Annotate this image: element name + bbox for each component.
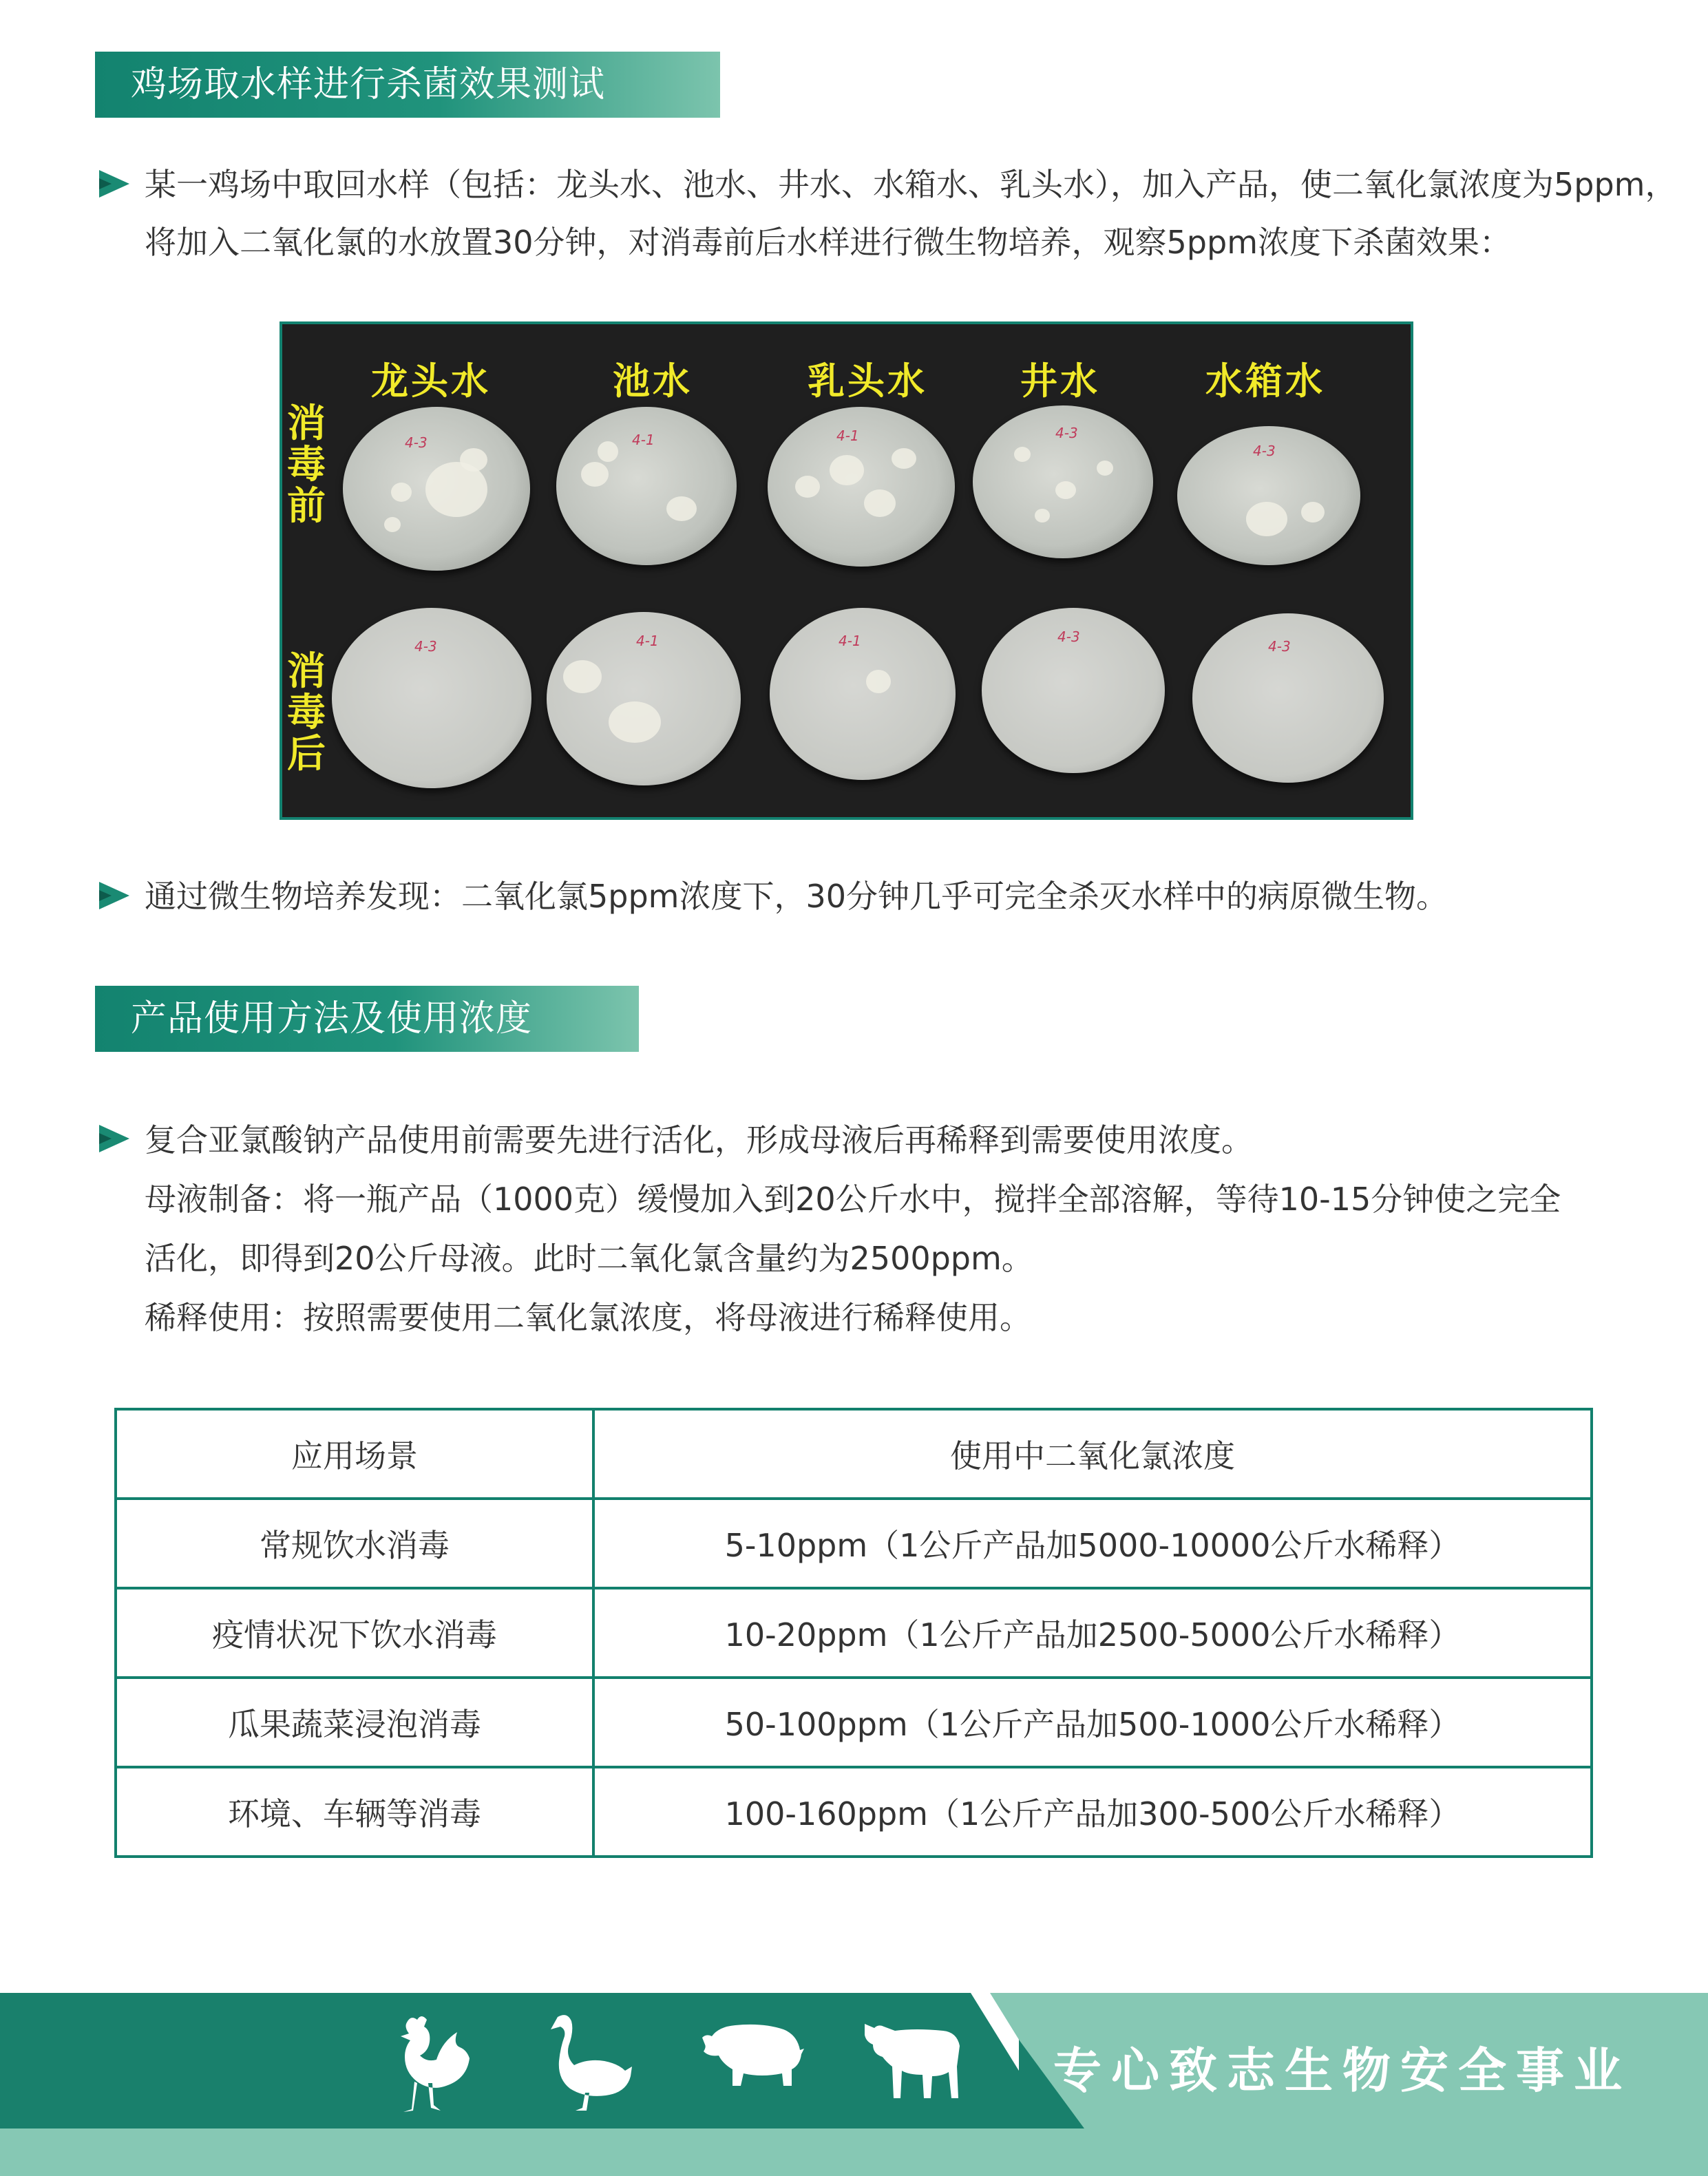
petri-dish-after-tap: 4-3 [332, 608, 531, 788]
petri-dish-after-pool: 4-1 [547, 612, 741, 785]
column-label-nipple-water: 乳头水 [808, 359, 927, 403]
column-label-pool-water: 池水 [613, 359, 693, 403]
table-cell-concentration: 50-100ppm（1公斤产品加500-1000公斤水稀释） [593, 1678, 1592, 1767]
row-label-before: 消 毒 前 [287, 401, 326, 529]
bullet-arrow-icon [99, 882, 129, 909]
table-header-row [116, 1409, 1592, 1499]
petri-dish-before-well: 4-3 [973, 405, 1153, 558]
table-row [116, 1767, 1592, 1857]
petri-dish-after-nipple: 4-1 [770, 608, 956, 780]
usage-line3: 活化，即得到20公斤母液。此时二氧化氯含量约为2500ppm。 [145, 1240, 1033, 1277]
table-row [116, 1499, 1592, 1588]
petri-dish-after-well: 4-3 [982, 608, 1165, 773]
table-cell-concentration: 10-20ppm（1公斤产品加2500-5000公斤水稀释） [593, 1588, 1592, 1678]
goose-icon [544, 2010, 633, 2113]
usage-line2: 母液制备：将一瓶产品（1000克）缓慢加入到20公斤水中，搅拌全部溶解，等待10-15分钟使之完全 [145, 1181, 1561, 1218]
concentration-table [114, 1408, 1593, 1858]
rooster-icon [379, 2010, 475, 2113]
column-label-well-water: 井水 [1020, 359, 1100, 403]
column-label-tank-water: 水箱水 [1205, 359, 1325, 403]
section-title-sterilization-test: 鸡场取水样进行杀菌效果测试 [95, 52, 720, 118]
table-header-scenario: 应用场景 [116, 1409, 593, 1499]
petri-dish-after-tank: 4-3 [1192, 613, 1384, 783]
table-cell-scenario: 常规饮水消毒 [116, 1499, 593, 1588]
table-cell-concentration: 100-160ppm（1公斤产品加300-500公斤水稀释） [593, 1767, 1592, 1857]
petri-dish-before-tank: 4-3 [1177, 426, 1360, 565]
bullet-arrow-icon [99, 170, 129, 198]
test-description-line1: 某一鸡场中取回水样（包括：龙头水、池水、井水、水箱水、乳头水），加入产品，使二氧化氯浓度为5ppm， [145, 166, 1677, 203]
bullet-arrow-icon [99, 1125, 129, 1152]
table-row [116, 1588, 1592, 1678]
cow-icon [861, 2010, 964, 2106]
test-description-line2: 将加入二氧化氯的水放置30分钟，对消毒前后水样进行微生物培养，观察5ppm浓度下杀菌效果： [145, 224, 1512, 261]
petri-dish-photo [280, 321, 1413, 820]
petri-dish-before-tap: 4-3 [343, 407, 530, 571]
column-label-tap-water: 龙头水 [371, 359, 491, 403]
usage-line1: 复合亚氯酸钠产品使用前需要先进行活化，形成母液后再稀释到需要使用浓度。 [145, 1121, 1253, 1159]
usage-line4: 稀释使用：按照需要使用二氧化氯浓度，将母液进行稀释使用。 [145, 1299, 1031, 1336]
conclusion-text: 通过微生物培养发现：二氧化氯5ppm浓度下，30分钟几乎可完全杀灭水样中的病原微生物。 [145, 878, 1448, 915]
row-label-after: 消 毒 后 [287, 649, 326, 777]
pig-icon [695, 2010, 805, 2093]
table-cell-scenario: 瓜果蔬菜浸泡消毒 [116, 1678, 593, 1767]
table-cell-concentration: 5-10ppm（1公斤产品加5000-10000公斤水稀释） [593, 1499, 1592, 1588]
table-cell-scenario: 环境、车辆等消毒 [116, 1767, 593, 1857]
section-title-usage: 产品使用方法及使用浓度 [95, 986, 639, 1052]
table-header-concentration: 使用中二氧化氯浓度 [593, 1409, 1592, 1499]
petri-dish-before-pool: 4-1 [556, 407, 737, 565]
table-cell-scenario: 疫情状况下饮水消毒 [116, 1588, 593, 1678]
petri-dish-before-nipple: 4-1 [768, 407, 955, 567]
table-row [116, 1678, 1592, 1767]
footer-slogan: 专心致志生物安全事业 [1053, 2042, 1632, 2099]
footer-bottom-strip [0, 2129, 1708, 2176]
